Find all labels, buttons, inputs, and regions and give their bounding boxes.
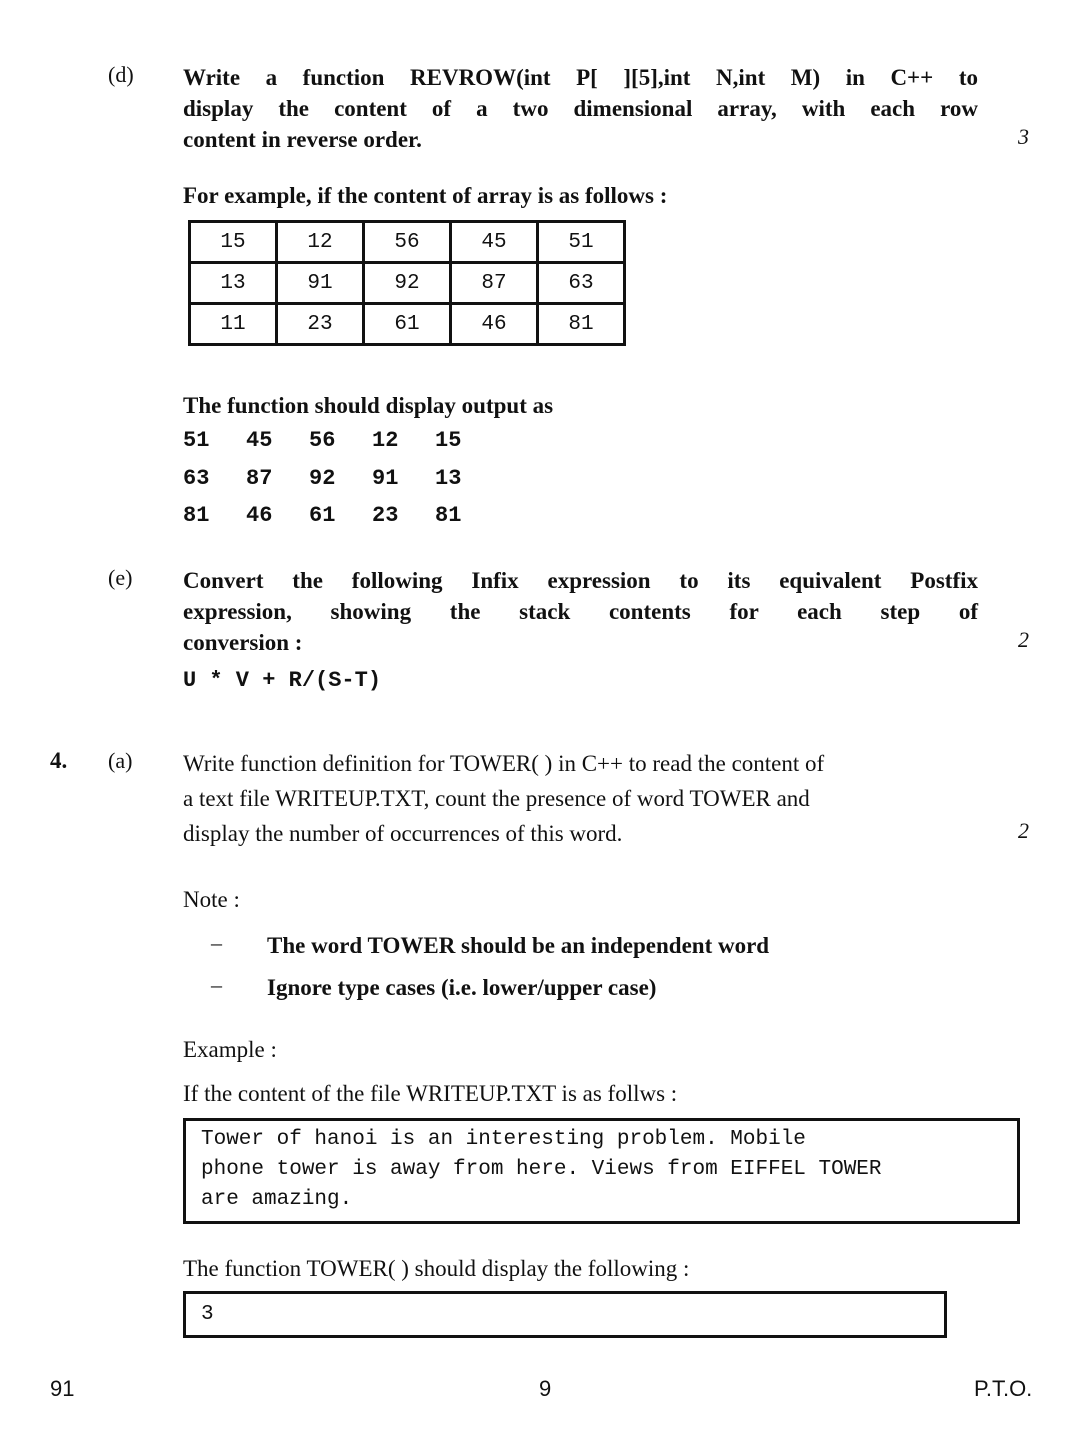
q3e-label: (e)	[108, 565, 133, 590]
display-output-value: 3	[201, 1303, 214, 1326]
output-row	[183, 466, 498, 491]
array-cell: 51	[538, 222, 625, 263]
display-output-box	[183, 1291, 947, 1338]
q3e-line-3: conversion :	[183, 630, 303, 655]
q3d-marks: 3	[1018, 124, 1029, 149]
q3e-marks: 2	[1018, 627, 1029, 652]
output-value: 87	[246, 466, 273, 491]
input-array-table	[188, 220, 626, 346]
display-intro: The function TOWER( ) should display the following :	[183, 1256, 690, 1281]
array-cell: 13	[190, 263, 277, 304]
array-cell: 23	[277, 304, 364, 345]
footer-page-number: 9	[539, 1376, 552, 1401]
q3d-example-intro: For example, if the content of array is as follows :	[183, 183, 668, 208]
q4a-line-2: a text file WRITEUP.TXT, count the presence of word TOWER and	[183, 786, 810, 811]
output-value: 63	[183, 466, 210, 491]
array-cell: 15	[190, 222, 277, 263]
output-value: 51	[183, 428, 210, 453]
output-value: 45	[246, 428, 273, 453]
output-value: 81	[435, 503, 462, 528]
q4-number: 4.	[50, 748, 68, 773]
q4a-marks: 2	[1018, 818, 1029, 843]
output-value: 13	[435, 466, 462, 491]
output-value: 23	[372, 503, 399, 528]
output-value: 15	[435, 428, 462, 453]
array-cell: 91	[277, 263, 364, 304]
note-item: Ignore type cases (i.e. lower/upper case)	[267, 975, 657, 1000]
array-cell: 61	[364, 304, 451, 345]
output-value: 12	[372, 428, 399, 453]
q4a-line-1: Write function definition for TOWER( ) in C++ to read the content of	[183, 751, 825, 776]
output-row	[183, 503, 498, 528]
q3d-line-3: content in reverse order.	[183, 127, 422, 152]
array-cell: 92	[364, 263, 451, 304]
bullet-dash: –	[211, 930, 222, 955]
array-cell: 87	[451, 263, 538, 304]
array-cell: 46	[451, 304, 538, 345]
q3d-line-2: display the content of a two dimensional array, with each row	[183, 96, 978, 121]
q3e-line-1: Convert the following Infix expression to its equivalent Postfix	[183, 568, 978, 593]
table-row	[190, 304, 625, 345]
output-value: 46	[246, 503, 273, 528]
array-cell: 11	[190, 304, 277, 345]
file-intro: If the content of the file WRITEUP.TXT is as follws :	[183, 1081, 678, 1106]
footer-paper-code: 91	[50, 1376, 75, 1401]
array-cell: 56	[364, 222, 451, 263]
table-row	[190, 222, 625, 263]
q4a-line-3: display the number of occurrences of this word.	[183, 821, 623, 846]
output-row	[183, 428, 498, 453]
file-content-line: Tower of hanoi is an interesting problem. Mobile	[201, 1128, 806, 1151]
bullet-dash: –	[211, 972, 222, 997]
output-value: 61	[309, 503, 336, 528]
q3d-output-intro: The function should display output as	[183, 393, 554, 418]
table-row	[190, 263, 625, 304]
example-label: Example :	[183, 1037, 277, 1062]
output-value: 91	[372, 466, 399, 491]
q3d-label: (d)	[108, 62, 134, 87]
q3e-line-2: expression, showing the stack contents for each step of	[183, 599, 978, 624]
file-content-line: are amazing.	[201, 1188, 353, 1211]
file-content-line: phone tower is away from here. Views from EIFFEL TOWER	[201, 1158, 882, 1181]
q3d-line-1: Write a function REVROW(int P[ ][5],int N,int M) in C++ to	[183, 65, 978, 90]
output-value: 56	[309, 428, 336, 453]
output-value: 81	[183, 503, 210, 528]
footer-pto: P.T.O.	[974, 1376, 1033, 1401]
array-cell: 12	[277, 222, 364, 263]
output-value: 92	[309, 466, 336, 491]
note-item: The word TOWER should be an independent word	[267, 933, 770, 958]
array-cell: 63	[538, 263, 625, 304]
note-label: Note :	[183, 887, 240, 912]
array-cell: 45	[451, 222, 538, 263]
file-content-box	[183, 1118, 1020, 1224]
array-cell: 81	[538, 304, 625, 345]
infix-expression: U * V + R/(S-T)	[183, 668, 382, 693]
q4a-label: (a)	[108, 748, 133, 773]
